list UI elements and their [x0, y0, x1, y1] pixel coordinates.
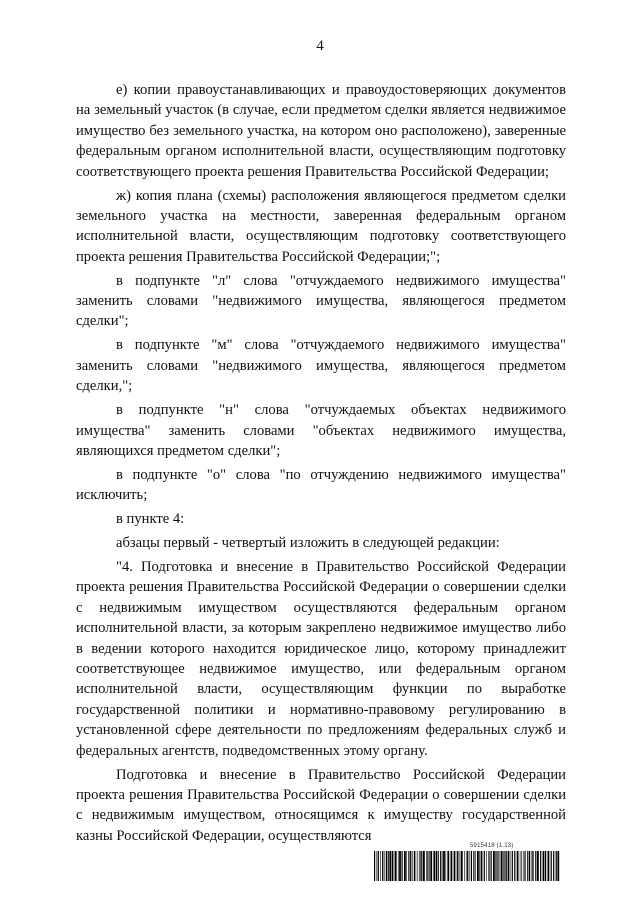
paragraph-quote-4: "4. Подготовка и внесение в Правительство Российской Федерации проекта решения Правительства Российской Федерации о совершении сделки с недвижимым имуществом осуществляются федеральным органом исполнительной власти, за которым закреплено недвижимое имущество либо в ведении которого находится юридическое лицо, которому принадлежит соответствующее недвижимое имущество, или федеральным органом исполнительной власти, осуществляющим функции по выработке государственной политики и нормативно-правовому регулированию в установленной сфере деятельности по предложениям федеральных служб и федеральных агентств, подведомственных этому органу.: [76, 558, 566, 759]
barcode-image: [374, 851, 562, 881]
paragraph-subitem-m: в подпункте "м" слова "отчуждаемого недвижимого имущества" заменить словами "недвижимого имущества, являющегося предметом сделки,";: [76, 337, 566, 395]
paragraph-new-wording: абзацы первый - четвертый изложить в следующей редакции:: [116, 535, 500, 552]
page-number: 4: [316, 38, 324, 54]
paragraph-item-zh: ж) копия плана (схемы) расположения являющегося предметом сделки земельного участка на местности, заверенная федеральным органом исполнительной власти, осуществляющим подготовку соответствующего проекта решения Правительства Российской Федерации;";: [76, 187, 566, 265]
paragraph-treasury: Подготовка и внесение в Правительство Российской Федерации проекта решения Правительства Российской Федерации о совершении сделки с недвижимым имуществом, относящимся к имуществу государственной казны Российской Федерации, осуществляются: [76, 766, 566, 844]
document-code: 5915418 (1.13): [470, 843, 514, 849]
paragraph-subitem-l: в подпункте "л" слова "отчуждаемого недвижимого имущества" заменить словами "недвижимого имущества, являющегося предметом сделки";: [76, 272, 566, 330]
paragraph-point-4: в пункте 4:: [116, 511, 185, 528]
paragraph-subitem-o: в подпункте "о" слова "по отчуждению недвижимого имущества" исключить;: [76, 466, 566, 504]
paragraph-subitem-n: в подпункте "н" слова "отчуждаемых объектах недвижимого имущества" заменить словами "объектах недвижимого имущества, являющихся предметом сделки";: [76, 402, 566, 459]
paragraph-item-e: е) копии правоустанавливающих и правоудостоверяющих документов на земельный участок (в случае, если предметом сделки является недвижимое имущество без земельного участка, на котором оно расположено), заверенные федеральным органом исполнительной власти, осуществляющим подготовку соответствующего проекта решения Правительства Российской Федерации;: [76, 82, 566, 180]
document-body: [76, 80, 566, 850]
